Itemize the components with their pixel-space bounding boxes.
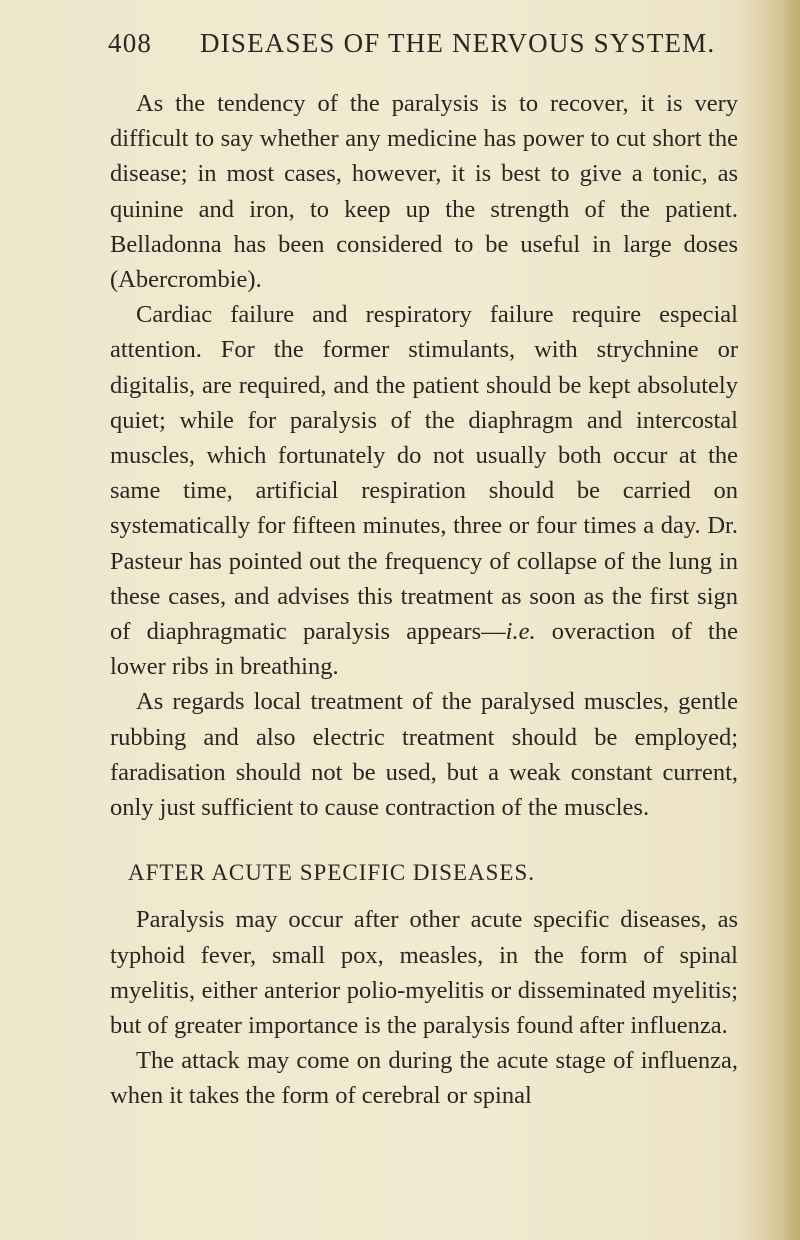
paragraph (110, 297, 738, 684)
page-edge-shadow (782, 0, 800, 1240)
paragraph: Paralysis may occur after other acute specific diseases, as typhoid fever, small pox, measles, in the form of spinal myelitis, either anterior polio-myelitis or disseminated myelitis; but of greater importance is the paralysis found after influenza. (110, 906, 738, 1040)
body-text (110, 86, 738, 1114)
section-heading: AFTER ACUTE SPECIFIC DISEASES. (128, 860, 536, 886)
paragraph-text-end: overaction of the lower ribs in breathing. (110, 618, 738, 681)
running-header (108, 28, 728, 64)
page-number: 408 (108, 28, 153, 58)
paragraph-text: Cardiac failure and respiratory failure require especial attention. For the former stimulants, with strychnine or digitalis, are required, and the patient should be kept absolutely quiet; while for paralysis of the diaphragm and intercostal muscles, which fortunately do not usually both occur at the same time, artificial respiration should be carried on systematically for fifteen minutes, three or four times a day. Dr. Pasteur has pointed out the frequency of collapse of the lung in these cases, and advises this treatment as soon as the first sign of diaphragmatic paralysis appears— (110, 301, 738, 646)
paragraph: The attack may come on during the acute stage of influenza, when it takes the form of cerebral or spinal (110, 1047, 738, 1110)
paragraph: As the tendency of the paralysis is to recover, it is very difficult to say whether any medicine has power to cut short the disease; in most cases, however, it is best to give a tonic, as quinine and iron, to keep up the strength of the patient. Belladonna has been considered to be useful in large doses (Abercrombie). (110, 90, 738, 294)
paragraph: As regards local treatment of the paralysed muscles, gentle rubbing and also electric treatment should be employed; faradisation should not be used, but a weak constant current, only just sufficient to cause contraction of the muscles. (110, 688, 738, 822)
italic-abbreviation: i.e. (505, 618, 536, 646)
running-title: DISEASES OF THE NERVOUS SYSTEM. (200, 28, 716, 58)
